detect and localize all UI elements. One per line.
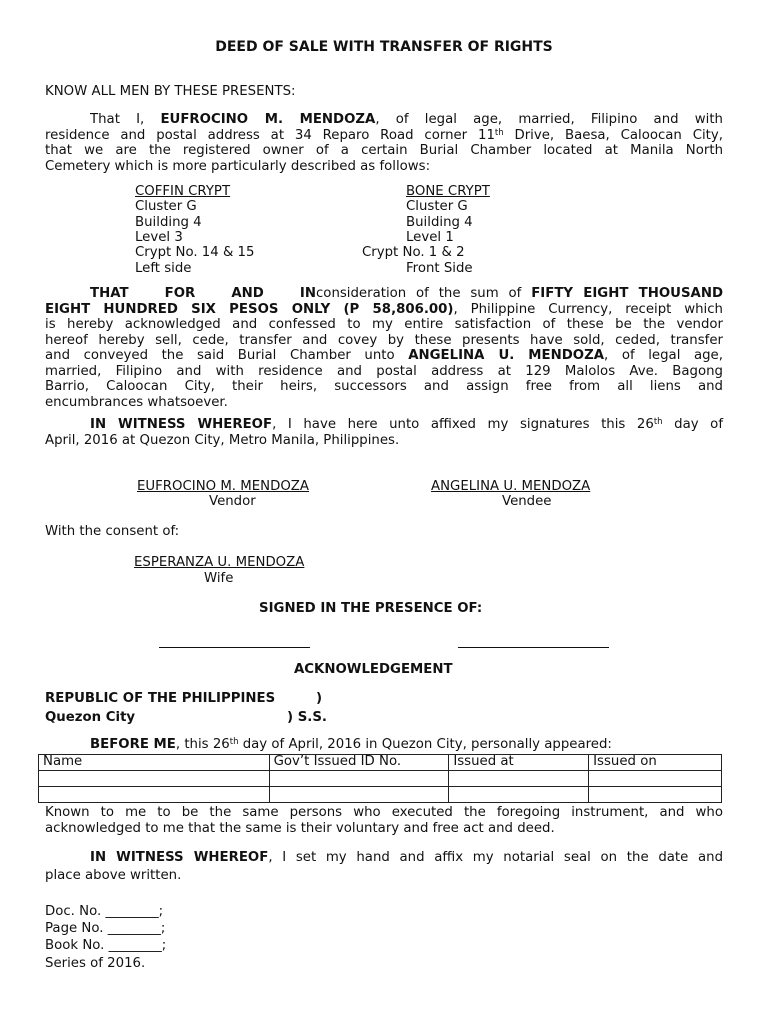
bone-level: Level 1 [406,230,454,245]
wife-signature-name: ESPERANZA U. MENDOZA [134,555,305,570]
para1-text: , of legal age, married, Filipino and with [375,112,723,127]
vendee-role: Vendee [502,494,552,509]
para2-line4: hereof hereby sell, cede, transfer and covey by these presents have sold, ceded, transfer [45,332,723,348]
before-me-text: day of April, 2016 in Quezon City, personally appeared: [238,737,612,752]
paragraph-known [45,805,723,836]
venue-city: Quezon City [45,710,136,725]
para2-line7: Barrio, Caloocan City, their heirs, successors and assign free from all liens and [45,379,723,394]
para4-text: , I set my hand and affix my notarial seal on the date and [268,850,724,865]
para1-line2 [45,128,723,144]
coffin-level: Level 3 [135,230,183,245]
para1-line3: that we are the registered owner of a certain Burial Chamber located at Manila North [45,143,723,158]
table-cell [449,771,589,787]
before-me-line [90,737,612,753]
coffin-crypt-no: Crypt No. 14 & 15 [135,245,255,260]
vendor-role: Vendor [209,494,256,509]
presence-heading: SIGNED IN THE PRESENCE OF: [259,601,483,616]
amount-words-figure: EIGHT HUNDRED SIX PESOS ONLY (P 58,806.00) [45,301,454,317]
table-cell [589,787,722,803]
para2-line3: is hereby acknowledged and confessed to my entire satisfaction of these be the vendor [45,317,723,332]
bone-side: Front Side [406,261,473,276]
table-header-id: Gov’t Issued ID No. [269,755,449,771]
para2-line8: encumbrances whatsoever. [45,394,228,410]
para2-line6: married, Filipino and with residence and postal address at 129 Malolos Ave. Bagong [45,363,723,379]
para2-line5 [45,348,723,364]
para2-text: , of legal age, [604,348,723,363]
para2-line2 [45,302,723,318]
table-cell [589,771,722,787]
table-header-row [39,755,722,771]
table-row [39,771,722,787]
vendor-signature-name: EUFROCINO M. MENDOZA [137,479,309,494]
notary-witness-lead: IN WITNESS WHEREOF [90,850,269,865]
para1-line4: Cemetery which is more particularly described as follows: [45,158,431,174]
table-cell [269,787,449,803]
bone-building: Building 4 [406,215,473,230]
paragraph-notary-witness [45,849,723,885]
witness-lead: IN WITNESS WHEREOF [90,417,273,432]
bone-crypt-heading: BONE CRYPT [406,184,490,199]
table-cell [39,771,270,787]
coffin-cluster: Cluster G [135,199,197,214]
identification-table [38,754,722,803]
vendee-signature-name: ANGELINA U. MENDOZA [431,479,591,494]
ordinal-suffix: th [653,417,663,427]
series: Series of 2016. [45,956,146,971]
para2-text: , Philippine Currency, receipt which [453,301,723,317]
intro-line: KNOW ALL MEN BY THESE PRESENTS: [45,84,296,99]
page-no: Page No. ________; [45,921,166,936]
vendor-name-inline: EUFROCINO M. MENDOZA [160,112,376,127]
paragraph-parties [45,112,723,174]
para3-text: day of [662,417,724,432]
table-header-issued-on: Issued on [589,755,722,771]
consideration-lead: THAT FOR AND IN [90,286,316,301]
table-cell [269,771,449,787]
ordinal-suffix: th [494,127,504,138]
para2-line1 [45,286,723,302]
amount-words: FIFTY EIGHT THOUSAND [531,286,724,301]
para1-text: Drive, Baesa, Caloocan City, [503,127,723,143]
para2-text: and conveyed the said Burial Chamber unto [45,348,409,363]
table-cell [39,787,270,803]
vendee-name-inline: ANGELINA U. MENDOZA [408,348,605,363]
para1-text: That I, [90,112,161,127]
coffin-building: Building 4 [135,215,202,230]
document-title: DEED OF SALE WITH TRANSFER OF RIGHTS [215,39,553,55]
paragraph-consideration [45,286,723,410]
wife-role: Wife [204,571,234,586]
consent-line: With the consent of: [45,524,180,539]
table-header-name: Name [39,755,270,771]
table-row [39,787,722,803]
venue-ss: ) S.S. [287,710,327,725]
acknowledgement-heading: ACKNOWLEDGEMENT [294,662,453,677]
witness-signature-line-left [159,647,310,648]
ordinal-suffix: th [229,737,239,747]
table-header-issued-at: Issued at [449,755,589,771]
book-no: Book No. ________; [45,938,167,953]
para2-text: consideration of the sum of [316,286,522,301]
para1-text: residence and postal address at 34 Reparo Road corner 11 [45,127,495,143]
bone-cluster: Cluster G [406,199,468,214]
para4-line1 [45,849,723,867]
para4-line2: place above written. [45,868,182,883]
before-me-text: , this 26 [175,737,230,752]
venue-paren: ) [316,691,323,706]
bone-crypt-no: Crypt No. 1 & 2 [362,245,465,260]
coffin-crypt-heading: COFFIN CRYPT [135,184,231,199]
para1-line1 [45,112,723,128]
coffin-side: Left side [135,261,192,276]
known-line1: Known to me to be the same persons who executed the foregoing instrument, and who [45,805,723,820]
para3-text: , I have here unto affixed my signatures this 26 [272,417,654,432]
venue-republic: REPUBLIC OF THE PHILIPPINES [45,691,276,706]
table-cell [449,787,589,803]
doc-no: Doc. No. ________; [45,904,164,919]
before-me-lead: BEFORE ME [90,737,176,752]
witness-signature-line-right [458,647,609,648]
known-line2: acknowledged to me that the same is their voluntary and free act and deed. [45,820,555,836]
para3-line1 [45,417,723,433]
para3-line2: April, 2016 at Quezon City, Metro Manila, Philippines. [45,432,400,448]
paragraph-witness [45,417,723,448]
